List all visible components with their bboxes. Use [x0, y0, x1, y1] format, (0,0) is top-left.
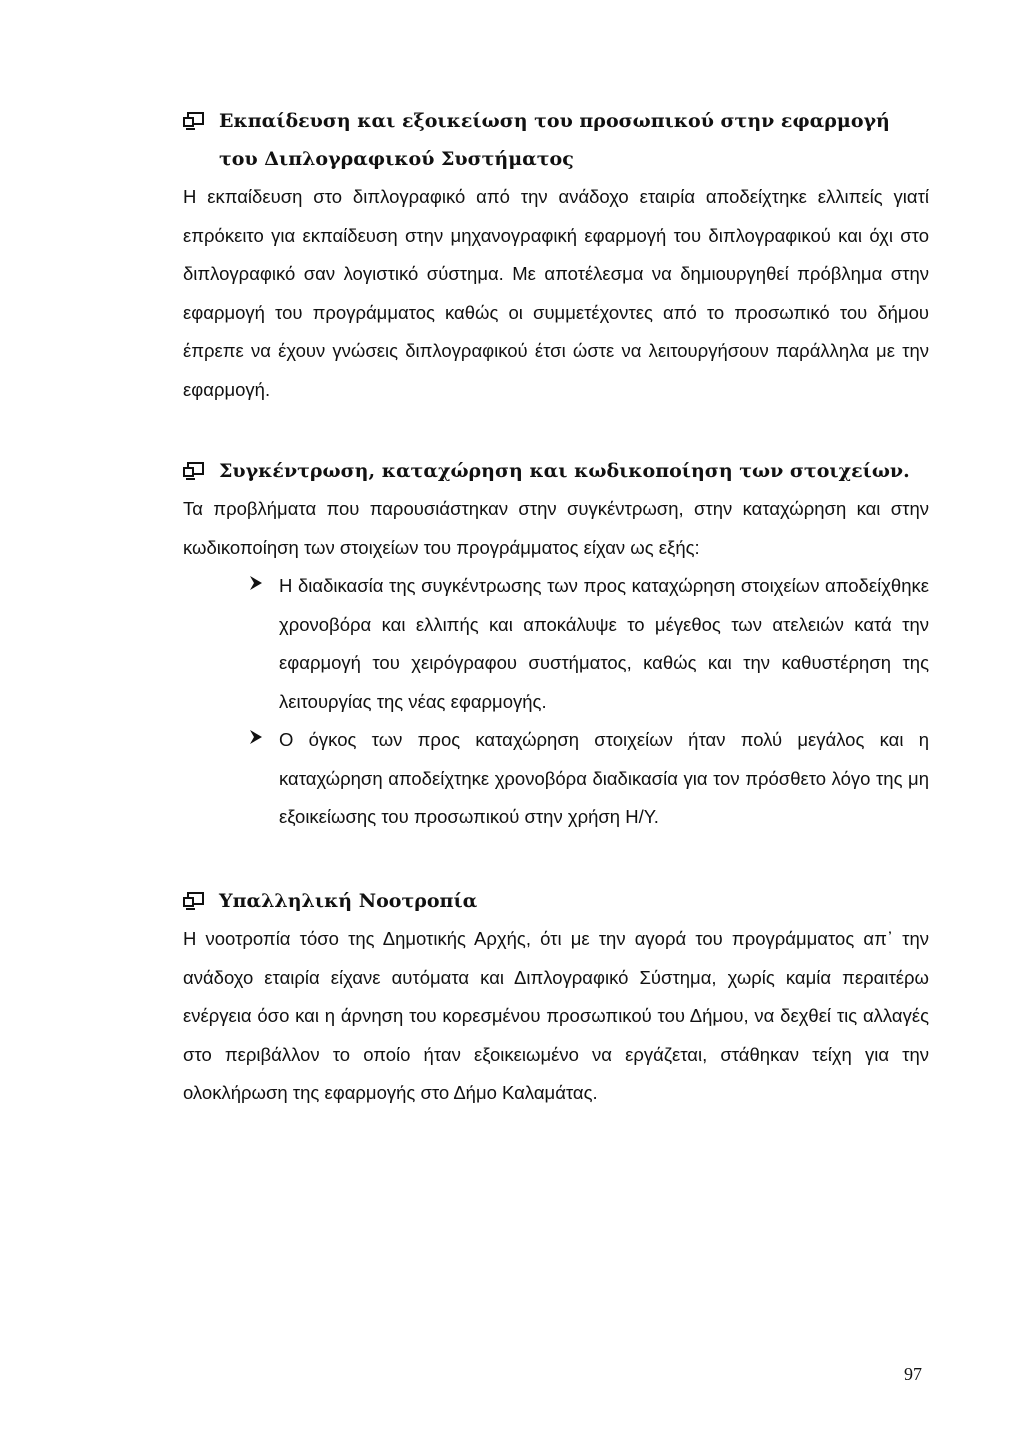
heading-text: Εκπαίδευση και εξοικείωση του προσωπικού στην εφαρμογή του Διπλογραφικού Συστήματος	[219, 110, 890, 170]
heading-text: Συγκέντρωση, καταχώρηση και κωδικοποίηση των στοιχείων.	[219, 460, 910, 482]
computer-icon	[183, 112, 205, 130]
section-paragraph: Η εκπαίδευση στο διπλογραφικό από την ανάδοχο εταιρία αποδείχτηκε ελλιπείς γιατί επρόκειτο για εκπαίδευση στην μηχανογραφική εφαρμογή του διπλογραφικού και όχι στο διπλογραφικό σαν λογιστικό σύστημα. Με αποτέλεσμα να δημιουργηθεί πρόβλημα στην εφαρμογή του προγράμματος καθώς οι συμμετέχοντες από το προσωπικό του δήμου έπρεπε να έχουν γνώσεις διπλογραφικού έτσι ώστε να λειτουργήσουν παράλληλα με την εφαρμογή.	[183, 186, 929, 400]
page-number: 97	[904, 1364, 922, 1384]
arrow-bullet-icon	[249, 729, 263, 745]
section-training	[183, 102, 929, 409]
bullet-item	[183, 567, 929, 721]
heading-text: Υπαλληλική Νοοτροπία	[219, 890, 478, 912]
section-heading	[183, 102, 929, 178]
section-employee-mentality	[183, 882, 929, 1113]
section-paragraph: Τα προβλήματα που παρουσιάστηκαν στην συγκέντρωση, στην καταχώρηση και στην κωδικοποίηση των στοιχείων του προγράμματος είχαν ως εξής:	[183, 498, 929, 558]
section-heading	[183, 452, 929, 490]
computer-icon	[183, 462, 205, 480]
computer-icon	[183, 892, 205, 910]
section-heading	[183, 882, 929, 920]
arrow-bullet-icon	[249, 575, 263, 591]
bullet-text: Η διαδικασία της συγκέντρωσης των προς καταχώρηση στοιχείων αποδείχθηκε χρονοβόρα και ελλιπής και αποκάλυψε το μέγεθος των ατελειών κατά την εφαρμογή του χειρόγραφου συστήματος, καθώς και την καθυστέρηση της λειτουργίας της νέας εφαρμογής.	[279, 575, 929, 712]
section-paragraph: Η νοοτροπία τόσο της Δημοτικής Αρχής, ότι με την αγορά του προγράμματος απ᾽ την ανάδοχο εταιρία είχανε αυτόματα και Διπλογραφικό Σύστημα, χωρίς καμία περαιτέρω ενέργεια όσο και η άρνηση του κορεσμένου προσωπικού του Δήμου, να δεχθεί τις αλλαγές στο περιβάλλον το οποίο ήταν εξοικειωμένο να εργάζεται, στάθηκαν τείχη για την ολοκλήρωση της εφαρμογής στο Δήμο Καλαμάτας.	[183, 928, 929, 1103]
section-data-entry	[183, 452, 929, 837]
bullet-item	[183, 721, 929, 837]
bullet-text: Ο όγκος των προς καταχώρηση στοιχείων ήταν πολύ μεγάλος και η καταχώρηση αποδείχτηκε χρονοβόρα διαδικασία για τον πρόσθετο λόγο της μη εξοικείωσης του προσωπικού στην χρήση Η/Υ.	[279, 729, 929, 827]
